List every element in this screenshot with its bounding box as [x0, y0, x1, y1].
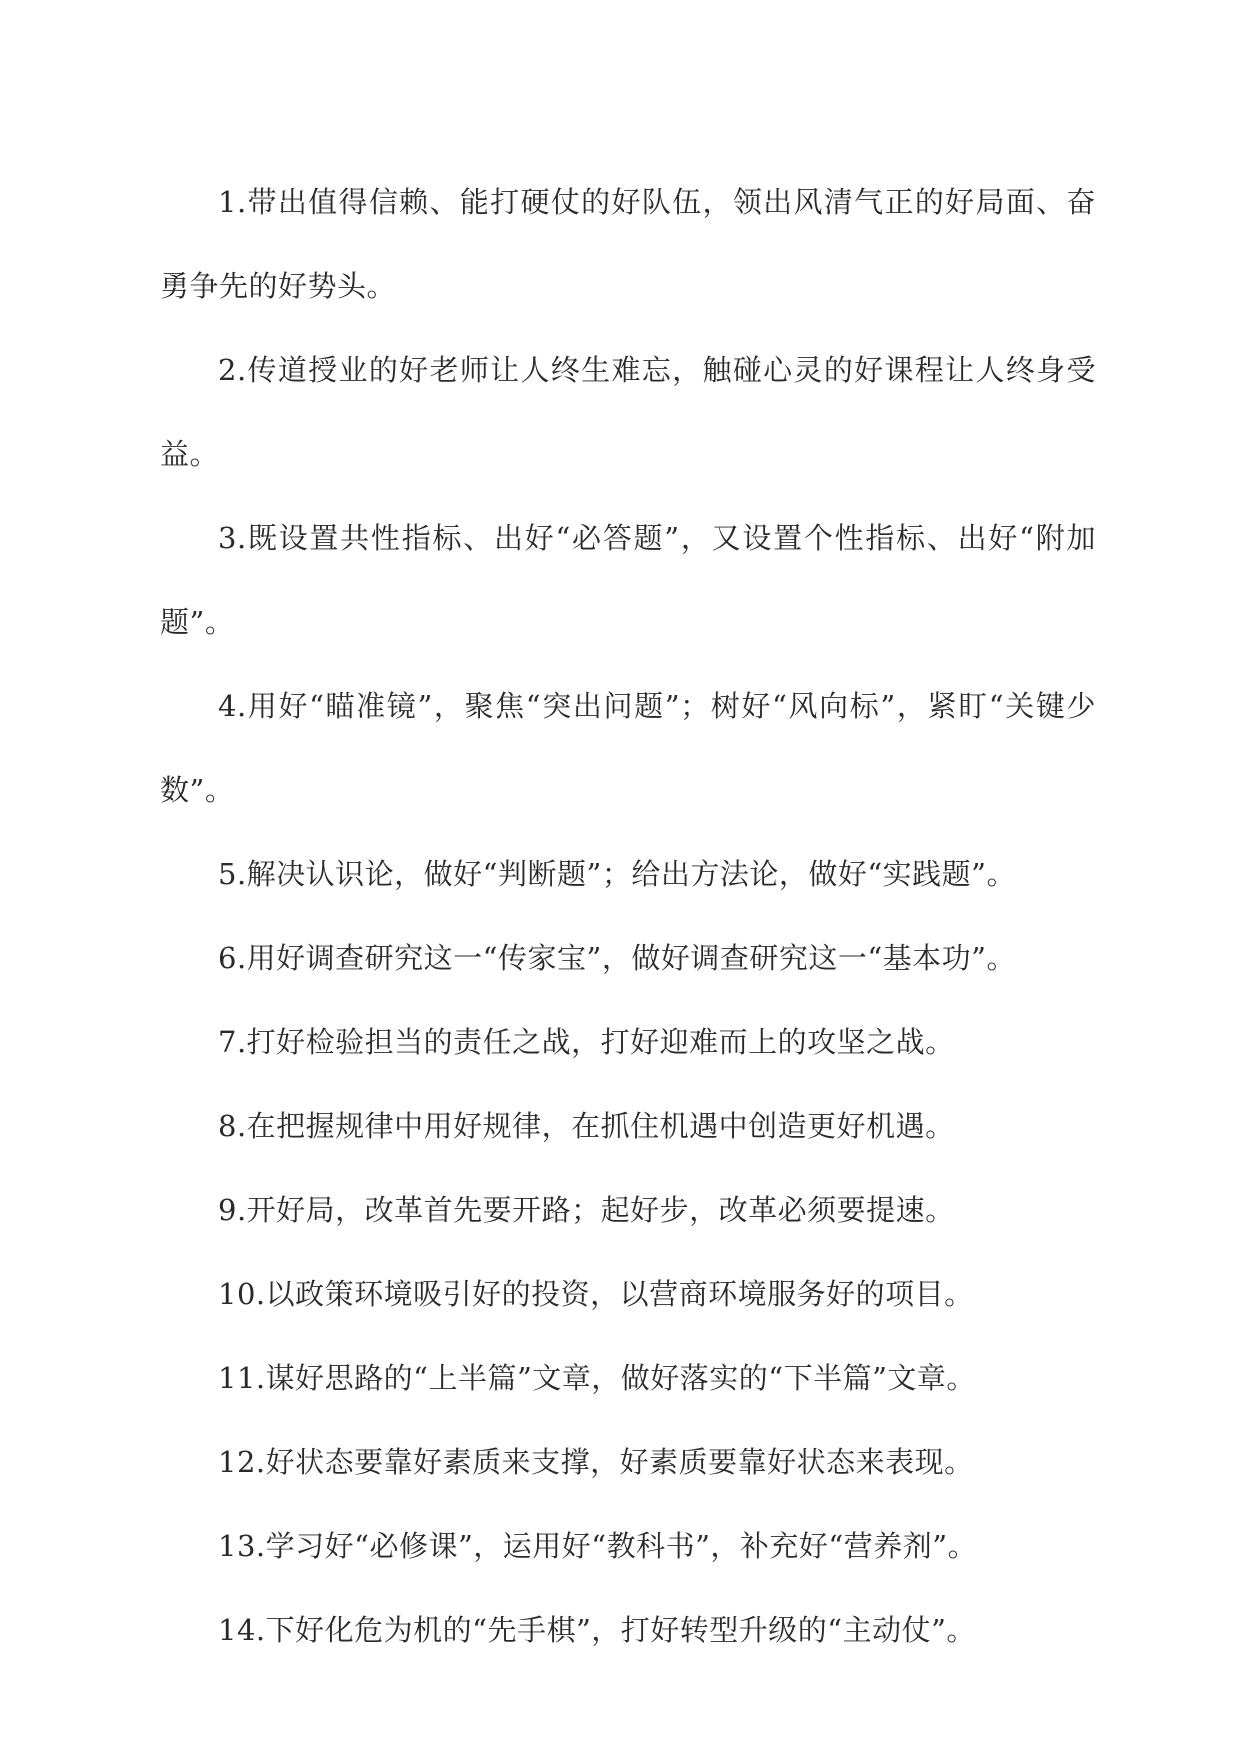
- paragraph-5: 5.解决认识论，做好“判断题”；给出方法论，做好“实践题”。: [218, 857, 1016, 891]
- paragraph-12: 12.好状态要靠好素质来支撑，好素质要靠好状态来表现。: [218, 1445, 974, 1479]
- paragraph-13: 13.学习好“必修课”，运用好“教科书”，补充好“营养剂”。: [218, 1529, 978, 1563]
- paragraph-14: 14.下好化危为机的“先手棋”，打好转型升级的“主动仗”。: [218, 1613, 976, 1647]
- paragraph-10: 10.以政策环境吸引好的投资，以营商环境服务好的项目。: [218, 1277, 974, 1311]
- paragraph-4: 4.用好“瞄准镜”，聚焦“突出问题”；树好“风向标”，紧盯“关键少数”。: [160, 689, 1096, 807]
- paragraph-7: 7.打好检验担当的责任之战，打好迎难而上的攻坚之战。: [218, 1025, 955, 1059]
- paragraph-8: 8.在把握规律中用好规律，在抓住机遇中创造更好机遇。: [218, 1109, 955, 1143]
- document-body: [160, 160, 1096, 1672]
- paragraph-9: 9.开好局，改革首先要开路；起好步，改革必须要提速。: [218, 1193, 955, 1227]
- paragraph-3: 3.既设置共性指标、出好“必答题”，又设置个性指标、出好“附加题”。: [160, 521, 1096, 639]
- paragraph-2: 2.传道授业的好老师让人终生难忘，触碰心灵的好课程让人终身受益。: [160, 353, 1096, 471]
- paragraph-11: 11.谋好思路的“上半篇”文章，做好落实的“下半篇”文章。: [218, 1361, 976, 1395]
- paragraph-6: 6.用好调查研究这一“传家宝”，做好调查研究这一“基本功”。: [218, 941, 1016, 975]
- paragraph-1: 1.带出值得信赖、能打硬仗的好队伍，领出风清气正的好局面、奋勇争先的好势头。: [160, 185, 1096, 303]
